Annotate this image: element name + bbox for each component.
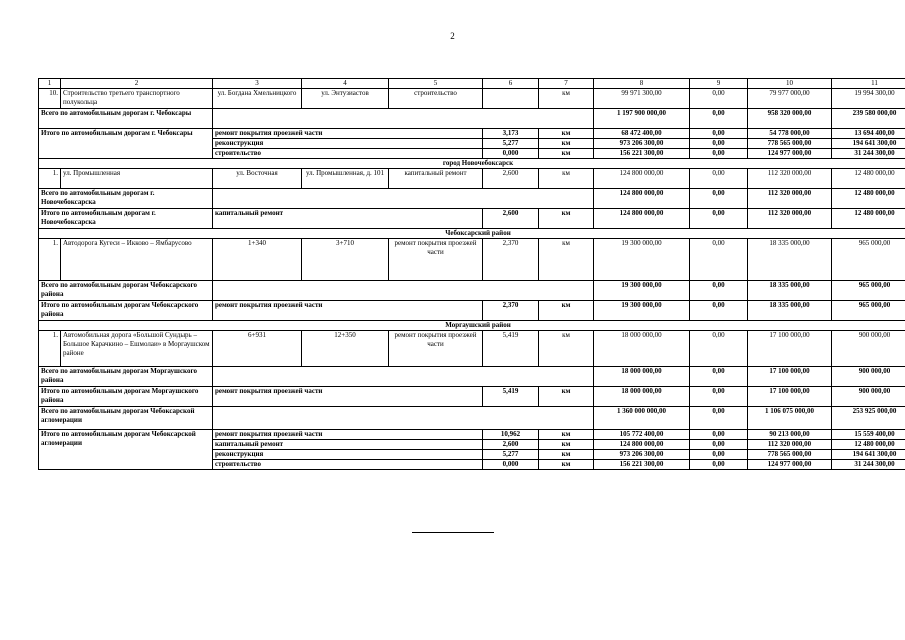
total-amount: 18 000 000,00	[594, 367, 690, 387]
summary-row	[39, 407, 905, 430]
length	[483, 89, 539, 109]
col-num: 11	[832, 79, 905, 89]
empty-cell	[213, 109, 594, 129]
amount-col11: 900 000,00	[832, 387, 905, 407]
amount-col9: 0,00	[690, 301, 748, 321]
unit: км	[539, 149, 594, 159]
unit: км	[539, 209, 594, 229]
road-name: Автомобильная дорога «Большой Сундырь – Большое Карачкино – Ешмолаи» в Моргаушском районе	[61, 331, 213, 367]
amount-col11: 239 580 000,00	[832, 109, 905, 129]
unit: км	[539, 430, 594, 440]
row-number: 10.	[39, 89, 61, 109]
itogo-row	[39, 430, 905, 440]
itogo-row	[39, 301, 905, 321]
amount-col10: 112 320 000,00	[748, 209, 832, 229]
section-header	[39, 159, 905, 169]
total-amount: 1 197 900 000,00	[594, 109, 690, 129]
summary-label: Всего по автомобильным дорогам Чебоксарского района	[39, 281, 213, 301]
amount-col11: 253 925 000,00	[832, 407, 905, 430]
itogo-label: Итого по автомобильным дорогам Моргаушского района	[39, 387, 213, 407]
total-amount: 18 000 000,00	[594, 331, 690, 367]
work-type: капитальный ремонт	[213, 440, 483, 450]
road-from: 6+931	[213, 331, 302, 367]
unit: км	[539, 169, 594, 189]
amount-col10: 1 106 075 000,00	[748, 407, 832, 430]
col-num: 9	[690, 79, 748, 89]
total-amount: 124 800 000,00	[594, 209, 690, 229]
amount-col9: 0,00	[690, 367, 748, 387]
length: 10,962	[483, 430, 539, 440]
row-number: 1.	[39, 169, 61, 189]
amount-col10: 18 335 000,00	[748, 301, 832, 321]
empty-cell	[213, 367, 594, 387]
work-type: строительство	[213, 460, 483, 470]
summary-label: Всего по автомобильным дорогам Чебоксарской агломерации	[39, 407, 213, 430]
table-row	[39, 89, 905, 109]
col-num: 8	[594, 79, 690, 89]
amount-col10: 54 778 000,00	[748, 129, 832, 139]
work-type: капитальный ремонт	[213, 209, 483, 229]
amount-col11: 12 480 000,00	[832, 169, 905, 189]
total-amount: 105 772 400,00	[594, 430, 690, 440]
amount-col10: 124 977 000,00	[748, 149, 832, 159]
unit: км	[539, 89, 594, 109]
amount-col10: 18 335 000,00	[748, 281, 832, 301]
road-to: ул. Энтузиастов	[302, 89, 389, 109]
road-from: ул. Богдана Хмельницкого	[213, 89, 302, 109]
unit: км	[539, 239, 594, 281]
length: 2,600	[483, 440, 539, 450]
unit: км	[539, 139, 594, 149]
amount-col11: 31 244 300,00	[832, 149, 905, 159]
amount-col9: 0,00	[690, 109, 748, 129]
col-num: 7	[539, 79, 594, 89]
unit: км	[539, 450, 594, 460]
section-title: Чебоксарский район	[39, 229, 905, 239]
amount-col10: 958 320 000,00	[748, 109, 832, 129]
summary-label: Всего по автомобильным дорогам Моргаушского района	[39, 367, 213, 387]
amount-col11: 900 000,00	[832, 331, 905, 367]
amount-col10: 18 335 000,00	[748, 239, 832, 281]
empty-cell	[213, 189, 594, 209]
amount-col10: 112 320 000,00	[748, 169, 832, 189]
length: 2,370	[483, 239, 539, 281]
work-type: ремонт покрытия проезжей части	[213, 387, 483, 407]
amount-col11: 194 641 300,00	[832, 450, 905, 460]
length: 0,000	[483, 460, 539, 470]
summary-row	[39, 367, 905, 387]
section-title: город Новочебоксарск	[39, 159, 905, 169]
unit: км	[539, 460, 594, 470]
amount-col9: 0,00	[690, 209, 748, 229]
total-amount: 19 300 000,00	[594, 239, 690, 281]
amount-col11: 965 000,00	[832, 239, 905, 281]
amount-col11: 19 994 300,00	[832, 89, 905, 109]
length: 5,277	[483, 450, 539, 460]
amount-col9: 0,00	[690, 407, 748, 430]
empty-cell	[213, 407, 594, 430]
amount-col11: 965 000,00	[832, 301, 905, 321]
table-row	[39, 239, 905, 281]
total-amount: 19 300 000,00	[594, 301, 690, 321]
summary-row	[39, 109, 905, 129]
col-num: 4	[302, 79, 389, 89]
amount-col10: 79 977 000,00	[748, 89, 832, 109]
amount-col10: 17 100 000,00	[748, 367, 832, 387]
total-amount: 1 360 000 000,00	[594, 407, 690, 430]
summary-row	[39, 189, 905, 209]
summary-label: Всего по автомобильным дорогам г. Чебоксары	[39, 109, 213, 129]
col-num: 1	[39, 79, 61, 89]
total-amount: 124 800 000,00	[594, 440, 690, 450]
total-amount: 19 300 000,00	[594, 281, 690, 301]
section-header	[39, 229, 905, 239]
road-from: ул. Восточная	[213, 169, 302, 189]
col-num: 6	[483, 79, 539, 89]
table-row	[39, 169, 905, 189]
work-type: ремонт покрытия проезжей части	[213, 129, 483, 139]
length: 0,000	[483, 149, 539, 159]
itogo-label: Итого по автомобильным дорогам г. Новочебоксарска	[39, 209, 213, 229]
amount-col9: 0,00	[690, 387, 748, 407]
amount-col11: 15 559 400,00	[832, 430, 905, 440]
amount-col9: 0,00	[690, 129, 748, 139]
length: 2,600	[483, 169, 539, 189]
table-row	[39, 331, 905, 367]
road-works-table	[38, 78, 905, 470]
amount-col9: 0,00	[690, 450, 748, 460]
work-type: ремонт покрытия проезжей части	[389, 239, 483, 281]
length: 5,277	[483, 139, 539, 149]
itogo-label: Итого по автомобильным дорогам г. Чебоксары	[39, 129, 213, 159]
amount-col9: 0,00	[690, 430, 748, 440]
col-num: 2	[61, 79, 213, 89]
amount-col9: 0,00	[690, 331, 748, 367]
unit: км	[539, 387, 594, 407]
unit: км	[539, 440, 594, 450]
amount-col11: 12 480 000,00	[832, 189, 905, 209]
amount-col10: 17 100 000,00	[748, 387, 832, 407]
amount-col10: 124 977 000,00	[748, 460, 832, 470]
work-type: реконструкция	[213, 139, 483, 149]
work-type: реконструкция	[213, 450, 483, 460]
total-amount: 973 206 300,00	[594, 139, 690, 149]
road-name: ул. Промышленная	[61, 169, 213, 189]
road-to: ул. Промышленная, д. 101	[302, 169, 389, 189]
row-number: 1.	[39, 239, 61, 281]
col-num: 5	[389, 79, 483, 89]
summary-row	[39, 281, 905, 301]
empty-cell	[213, 281, 594, 301]
amount-col11: 12 480 000,00	[832, 209, 905, 229]
row-number: 1.	[39, 331, 61, 367]
unit: км	[539, 129, 594, 139]
work-type: ремонт покрытия проезжей части	[213, 301, 483, 321]
road-to: 3+710	[302, 239, 389, 281]
amount-col9: 0,00	[690, 149, 748, 159]
amount-col11: 900 000,00	[832, 367, 905, 387]
amount-col10: 17 100 000,00	[748, 331, 832, 367]
road-from: 1+340	[213, 239, 302, 281]
length: 5,419	[483, 387, 539, 407]
footer-divider	[412, 532, 494, 533]
amount-col10: 112 320 000,00	[748, 440, 832, 450]
amount-col9: 0,00	[690, 460, 748, 470]
col-num: 10	[748, 79, 832, 89]
amount-col9: 0,00	[690, 89, 748, 109]
work-type: строительство	[213, 149, 483, 159]
amount-col11: 194 641 300,00	[832, 139, 905, 149]
total-amount: 99 971 300,00	[594, 89, 690, 109]
work-type: ремонт покрытия проезжей части	[389, 331, 483, 367]
column-number-row	[39, 79, 905, 89]
amount-col9: 0,00	[690, 281, 748, 301]
total-amount: 68 472 400,00	[594, 129, 690, 139]
total-amount: 973 206 300,00	[594, 450, 690, 460]
itogo-row	[39, 387, 905, 407]
col-num: 3	[213, 79, 302, 89]
amount-col11: 13 694 400,00	[832, 129, 905, 139]
length: 5,419	[483, 331, 539, 367]
amount-col10: 778 565 000,00	[748, 139, 832, 149]
work-type: капитальный ремонт	[389, 169, 483, 189]
amount-col10: 112 320 000,00	[748, 189, 832, 209]
itogo-label: Итого по автомобильным дорогам Чебоксарского района	[39, 301, 213, 321]
amount-col9: 0,00	[690, 139, 748, 149]
road-to: 12+350	[302, 331, 389, 367]
amount-col10: 778 565 000,00	[748, 450, 832, 460]
total-amount: 156 221 300,00	[594, 460, 690, 470]
amount-col9: 0,00	[690, 239, 748, 281]
summary-label: Всего по автомобильным дорогам г. Новочебоксарска	[39, 189, 213, 209]
length: 2,370	[483, 301, 539, 321]
amount-col10: 90 213 000,00	[748, 430, 832, 440]
length: 2,600	[483, 209, 539, 229]
itogo-label: Итого по автомобильным дорогам Чебоксарской агломерации	[39, 430, 213, 470]
unit: км	[539, 301, 594, 321]
total-amount: 156 221 300,00	[594, 149, 690, 159]
amount-col9: 0,00	[690, 169, 748, 189]
work-type: строительство	[389, 89, 483, 109]
total-amount: 18 000 000,00	[594, 387, 690, 407]
amount-col11: 965 000,00	[832, 281, 905, 301]
itogo-row	[39, 209, 905, 229]
work-type: ремонт покрытия проезжей части	[213, 430, 483, 440]
amount-col9: 0,00	[690, 189, 748, 209]
total-amount: 124 800 000,00	[594, 189, 690, 209]
section-title: Моргаушский район	[39, 321, 905, 331]
amount-col9: 0,00	[690, 440, 748, 450]
amount-col11: 31 244 300,00	[832, 460, 905, 470]
road-name: Строительство третьего транспортного полукольца	[61, 89, 213, 109]
amount-col11: 12 480 000,00	[832, 440, 905, 450]
road-name: Автодорога Кугеси – Икково – Ямбарусово	[61, 239, 213, 281]
section-header	[39, 321, 905, 331]
total-amount: 124 800 000,00	[594, 169, 690, 189]
length: 3,173	[483, 129, 539, 139]
itogo-row	[39, 129, 905, 139]
page-number: 2	[450, 31, 455, 41]
unit: км	[539, 331, 594, 367]
